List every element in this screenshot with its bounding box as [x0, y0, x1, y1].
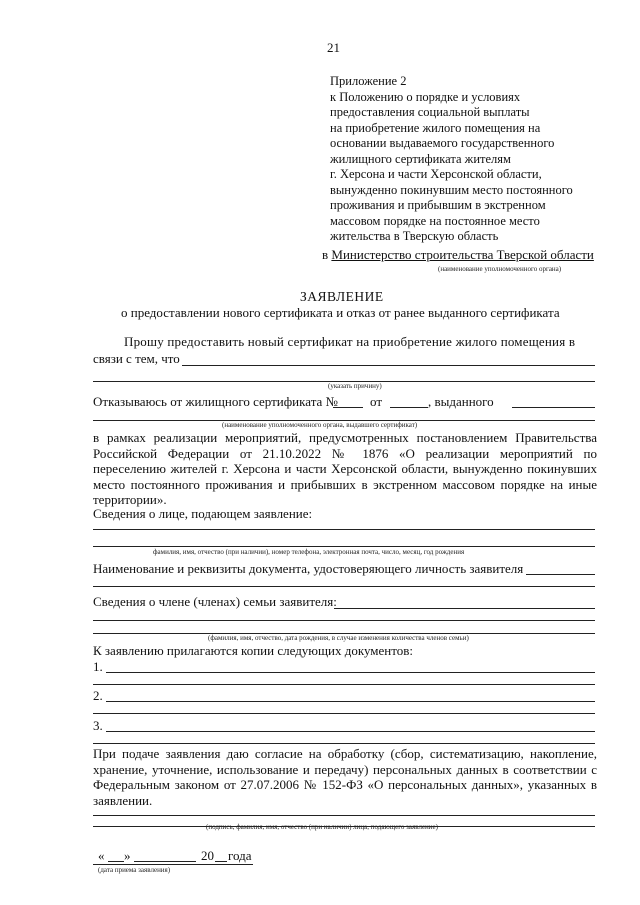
family-hint: (фамилия, имя, отчество, дата рождения, в случае изменения количества членов семьи) [208, 634, 469, 642]
attachment-field-1[interactable] [106, 672, 595, 673]
family-field-2[interactable] [93, 620, 595, 621]
consent-paragraph: При подаче заявления даю согласие на обработку (сбор, систематизацию, накопление, хранение, уточнение, использование и передачу) персональных данных в соответствии с Федеральным законом от 27.07.2006 № 152-ФЗ «О персональных данных», указанных в заявлении. [93, 746, 597, 808]
request-reason-label: связи с тем, что [93, 351, 180, 366]
signature-field-1[interactable] [93, 815, 595, 816]
date-year-suffix: года [228, 848, 252, 863]
attachments-label: К заявлению прилагаются копии следующих документов: [93, 643, 414, 658]
addressee-name: Министерство строительства Тверской области [331, 247, 594, 262]
attachment-field-2b[interactable] [93, 713, 595, 714]
addressee-hint: (наименование уполномоченного органа) [438, 265, 562, 273]
date-year-field[interactable] [215, 861, 227, 862]
date-month-field[interactable] [134, 861, 196, 862]
family-label: Сведения о члене (членах) семьи заявителя: [93, 594, 337, 609]
reason-field-1[interactable] [182, 365, 595, 366]
appendix-line: вынужденно покинувшим место постоянного [330, 182, 573, 197]
addressee-line [322, 247, 594, 263]
attachment-number: 2. [93, 688, 103, 703]
appendix-line: массовом порядке на постоянное место [330, 213, 540, 228]
applicant-field-1[interactable] [93, 529, 595, 530]
appendix-line: проживания и прибывшим в экстренном [330, 198, 546, 212]
appendix-line: жилищного сертификата жителям [330, 151, 511, 166]
refusal-text [93, 394, 338, 410]
applicant-hint: фамилия, имя, отчество (при наличии), номер телефона, электронная почта, число, месяц, год рождения [153, 548, 465, 556]
page-number: 21 [327, 40, 340, 55]
date-open-quote: « [98, 848, 105, 863]
id-document-field-2[interactable] [93, 586, 595, 587]
issuer-hint: (наименование уполномоченного органа, выдавшего сертификат) [222, 421, 418, 429]
appendix-header [330, 74, 573, 245]
attachment-field-3[interactable] [106, 731, 595, 732]
appendix-line: г. Херсона и части Херсонской области, [330, 167, 542, 181]
date-day-field[interactable] [108, 861, 124, 862]
reason-hint: (указать причину) [328, 382, 382, 390]
applicant-field-2[interactable] [93, 546, 595, 547]
date-underline [93, 864, 253, 865]
id-document-field-1[interactable] [526, 574, 595, 575]
appendix-line: основании выдаваемого государственного [330, 136, 555, 150]
attachment-field-2[interactable] [106, 701, 595, 702]
family-field-1[interactable] [334, 608, 595, 609]
date-close-quote: » [124, 848, 131, 863]
refusal-from-label: от [370, 394, 383, 409]
certificate-number-field[interactable] [333, 407, 363, 408]
certificate-date-field[interactable] [390, 407, 428, 408]
refusal-label: Отказываюсь от жилищного сертификата № [93, 394, 338, 409]
refusal-issued-label: , выданного [428, 394, 494, 409]
applicant-label: Сведения о лице, подающем заявление: [93, 506, 313, 521]
appendix-line: к Положению о порядке и условиях [330, 89, 521, 104]
signature-hint: (подпись, фамилия, имя, отчество (при наличии) лица, подающего заявление) [206, 823, 438, 831]
addressee-prefix: в [322, 247, 329, 262]
request-text: Прошу предоставить новый сертификат на приобретение жилого помещения в [124, 334, 576, 349]
attachment-field-3b[interactable] [93, 743, 595, 744]
framework-paragraph: в рамках реализации мероприятий, предусмотренных постановлением Правительства Российской Федерации от 21.10.2022 № 1876 «О реализации мероприятий по переселению жителей г. Херсона и части Херсонской области, вынужденно покинувших место постоянного проживания и прибывших в экстренном массовом порядке на иные территории». [93, 430, 597, 507]
appendix-line: Приложение 2 [330, 74, 407, 88]
issuer-field-1[interactable] [512, 407, 595, 408]
date-hint: (дата приема заявления) [98, 866, 171, 874]
document-title: ЗАЯВЛЕНИЕ [300, 289, 384, 304]
attachment-number: 1. [93, 659, 103, 674]
appendix-line: на приобретение жилого помещения на [330, 120, 541, 135]
id-document-label: Наименование и реквизиты документа, удостоверяющего личность заявителя [93, 561, 524, 576]
date-year-prefix: 20 [201, 848, 214, 863]
attachment-field-1b[interactable] [93, 684, 595, 685]
attachment-number: 3. [93, 718, 103, 733]
appendix-line: жительства в Тверскую область [330, 229, 499, 243]
document-subtitle: о предоставлении нового сертификата и отказ от ранее выданного сертификата [121, 305, 560, 320]
appendix-line: предоставления социальной выплаты [330, 105, 530, 119]
